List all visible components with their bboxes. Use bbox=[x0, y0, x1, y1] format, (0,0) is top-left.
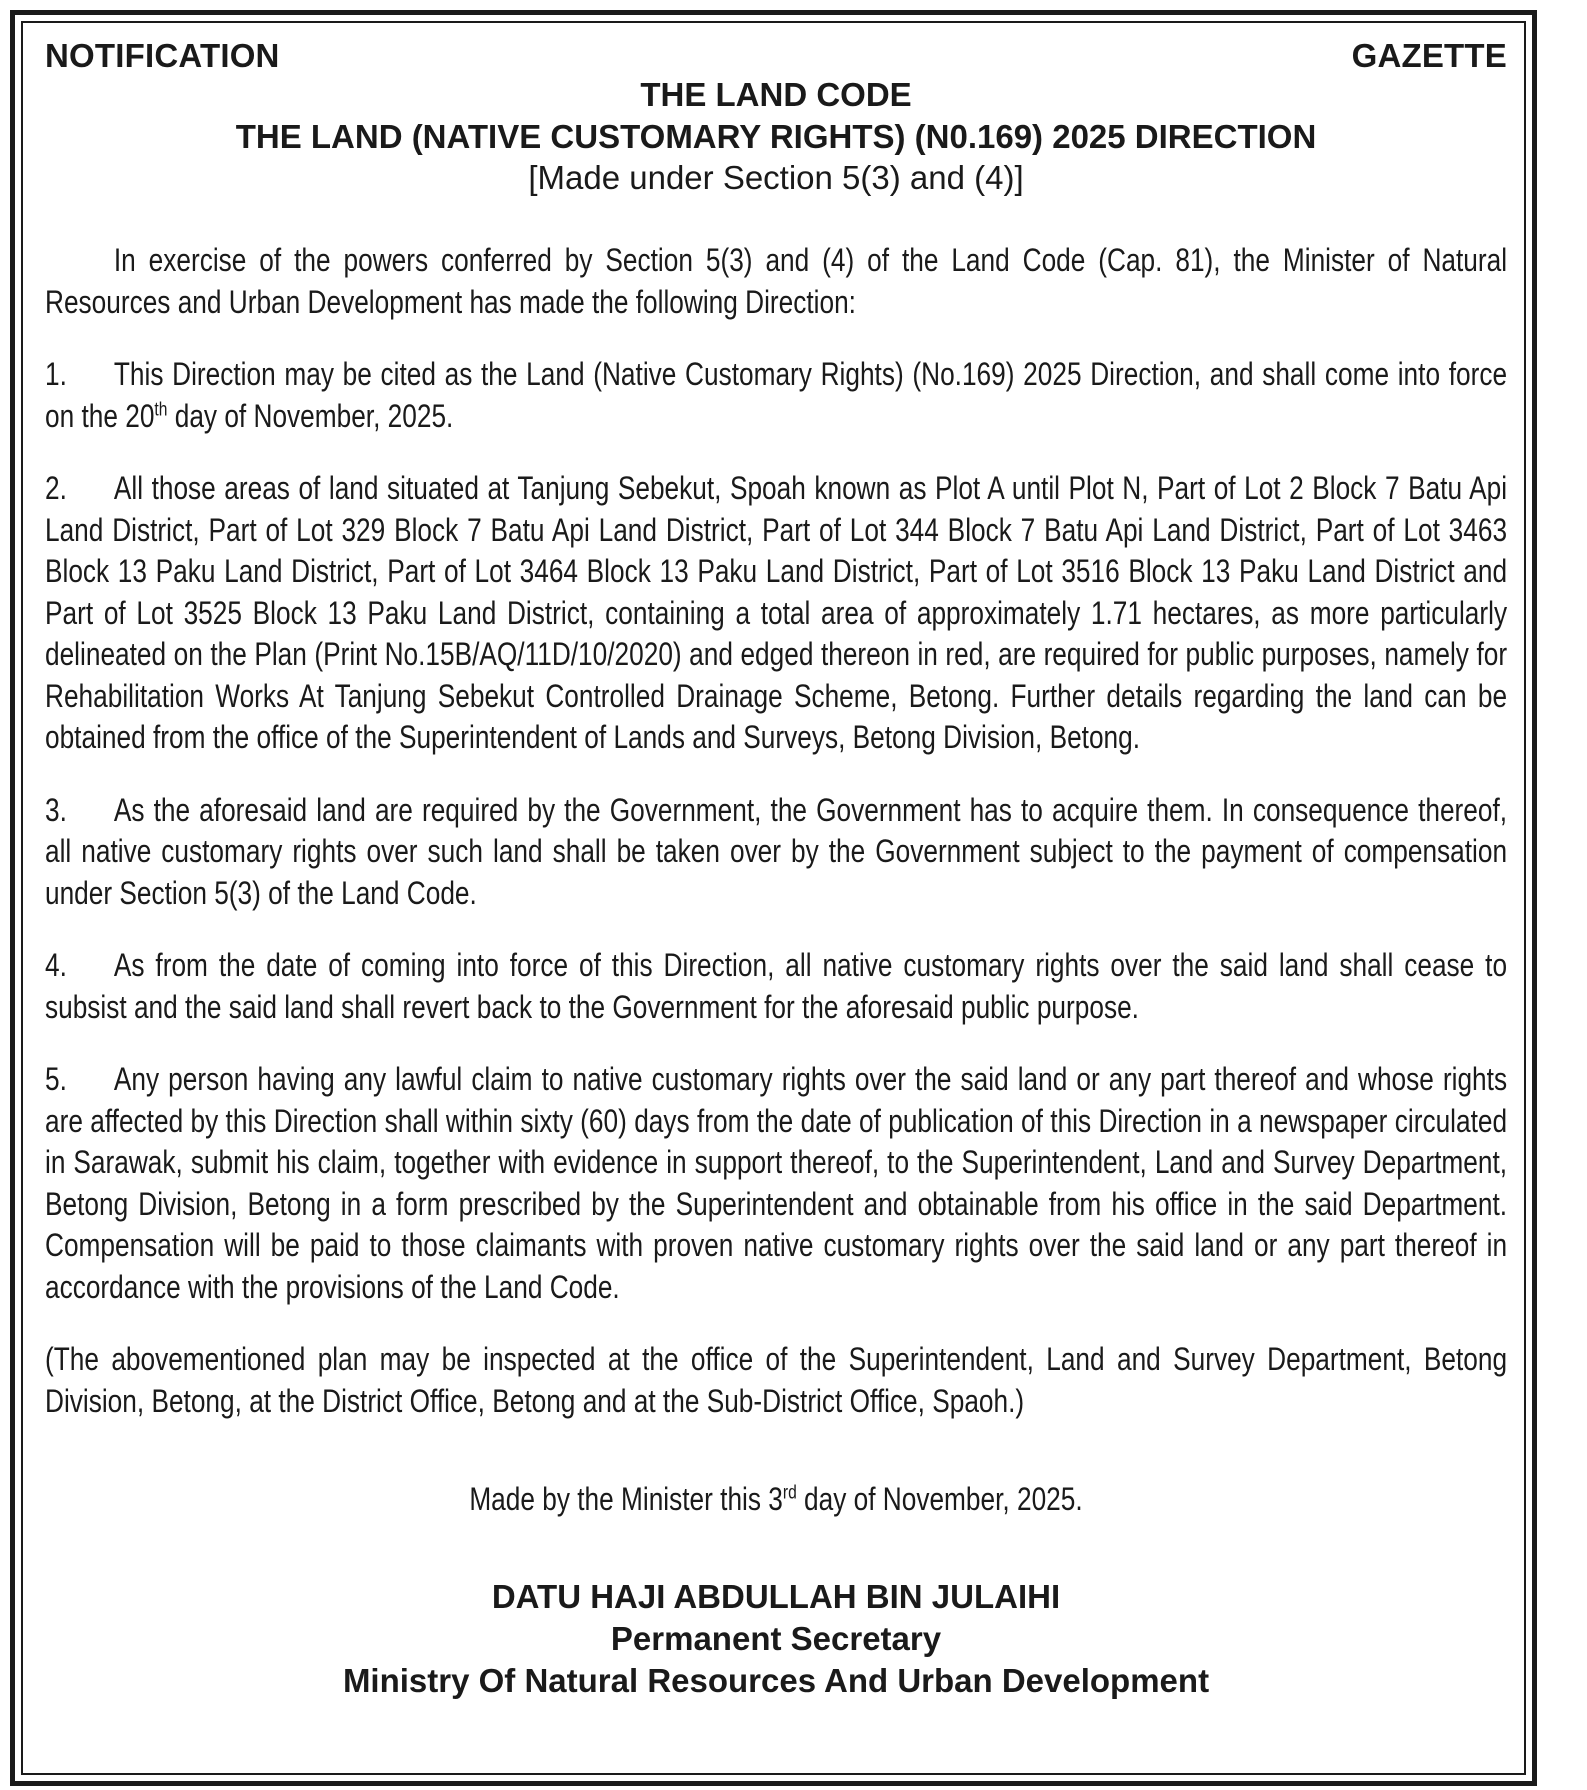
signatory-name: DATU HAJI ABDULLAH BIN JULAIHI bbox=[491, 1578, 1061, 1615]
paragraph-5 bbox=[45, 1059, 1507, 1308]
made-by-line bbox=[45, 1478, 1507, 1520]
paragraph-3 bbox=[45, 790, 1507, 915]
paragraph-text: This Direction may be cited as the Land (Native Customary Rights) (No.169) 2025 Direction, and shall come into force on the 20 bbox=[45, 356, 1508, 434]
superscript: rd bbox=[782, 1482, 797, 1504]
paragraph-number: 1. bbox=[45, 356, 67, 392]
paragraph-text: As the aforesaid land are required by the Government, the Government has to acquire them. In consequence thereof, all native customary rights over such land shall be taken over by the Government subject to the payment of compensation under Section 5(3) of the Land Code. bbox=[45, 791, 1508, 911]
paragraph-number: 5. bbox=[45, 1061, 67, 1097]
notice-content bbox=[45, 36, 1507, 1702]
paragraph-4 bbox=[45, 945, 1507, 1028]
paragraph-text: As from the date of coming into force of this Direction, all native customary rights over the said land shall cease to subsist and the said land shall revert back to the Government for the aforesaid public purpose. bbox=[45, 947, 1508, 1025]
paragraph-1 bbox=[45, 354, 1507, 437]
paragraph-number: 4. bbox=[45, 947, 67, 983]
plan-inspection-note: (The abovementioned plan may be inspected at the office of the Superintendent, Land and Survey Department, Betong Division, Betong, at the District Office, Betong and at the Sub-District Office, Spaoh.) bbox=[45, 1341, 1508, 1419]
made-text: Made by the Minister this 3 bbox=[469, 1481, 783, 1517]
body-text bbox=[45, 240, 1507, 1422]
paragraph-number: 2. bbox=[45, 470, 67, 506]
superscript: th bbox=[154, 398, 168, 420]
paragraph-text: Any person having any lawful claim to native customary rights over the said land or any part thereof and whose rights are affected by this Direction shall within sixty (60) days from the date of publication of this Direction in a newspaper circulated in Sarawak, submit his claim, together with evidence in support thereof, to the Superintendent, Land and Survey Department, Betong Division, Betong in a form prescribed by the Superintendent and obtainable from his office in the said Department. Compensation will be paid to those claimants with proven native customary rights over the said land or any part thereof in accordance with the provisions of the Land Code. bbox=[45, 1061, 1508, 1305]
paragraph-text: day of November, 2025. bbox=[167, 397, 454, 434]
signatory-position: Permanent Secretary bbox=[610, 1620, 942, 1657]
notification-label: NOTIFICATION bbox=[45, 37, 280, 74]
paragraph-text: All those areas of land situated at Tanjung Sebekut, Spoah known as Plot A until Plot N, Part of Lot 2 Block 7 Batu Api Land District, Part of Lot 329 Block 7 Batu Api Land District, Part of Lot 344 Block 7 Batu Api Land District, Part of Lot 3463 Block 13 Paku Land District, Part of Lot 3464 Block 13 Paku Land District, Part of Lot 3516 Block 13 Paku Land District and Part of Lot 3525 Block 13 Paku Land District, containing a total area of approximately 1.71 hectares, as more particularly delineated on the Plan (Print No.15B/AQ/11D/10/2020) and edged thereon in red, are required for public purposes, namely for Rehabilitation Works At Tanjung Sebekut Controlled Drainage Scheme, Betong. Further details regarding the land can be obtained from the office of the Superintendent of Lands and Surveys, Betong Division, Betong. bbox=[45, 470, 1508, 755]
signatory-ministry: Ministry Of Natural Resources And Urban Development bbox=[342, 1662, 1210, 1699]
paragraph-number: 3. bbox=[45, 791, 67, 828]
made-text: day of November, 2025. bbox=[796, 1481, 1083, 1517]
preamble: In exercise of the powers conferred by Section 5(3) and (4) of the Land Code (Cap. 81), the Minister of Natural Resources and Urban Development has made the following Direction: bbox=[45, 242, 1508, 320]
gazette-label: GAZETTE bbox=[1351, 37, 1507, 74]
header-row bbox=[45, 36, 1507, 76]
title-direction: THE LAND (NATIVE CUSTOMARY RIGHTS) (N0.169) 2025 DIRECTION bbox=[235, 118, 1317, 155]
subtitle-made-under: [Made under Section 5(3) and (4)] bbox=[528, 159, 1024, 196]
title-land-code: THE LAND CODE bbox=[640, 76, 912, 113]
paragraph-2 bbox=[45, 468, 1507, 759]
